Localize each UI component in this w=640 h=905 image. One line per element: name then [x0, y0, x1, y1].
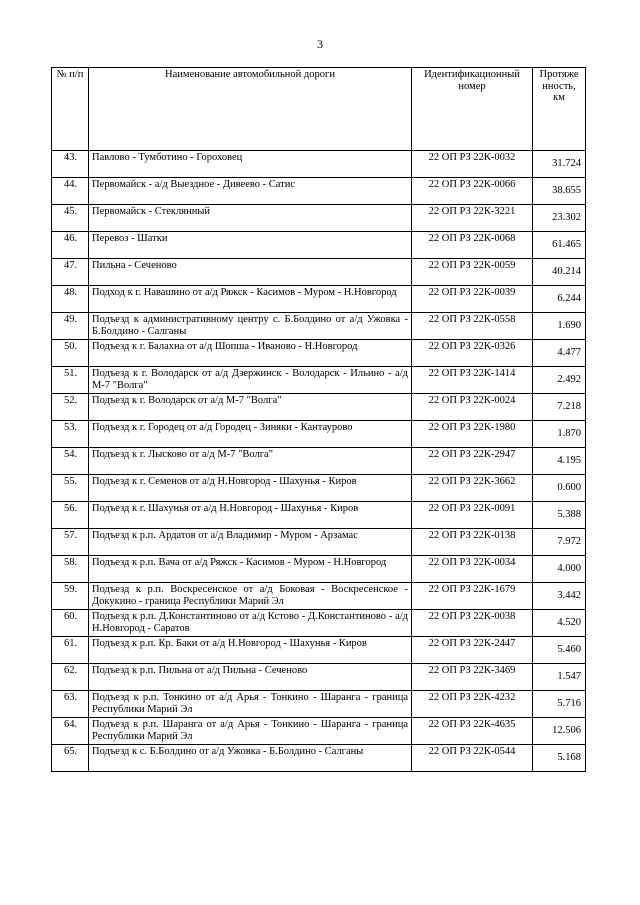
table-row	[52, 664, 586, 691]
row-number: 61.	[52, 637, 89, 664]
table-row	[52, 583, 586, 610]
header-name: Наименование автомобильной дороги	[89, 68, 412, 151]
road-length: 23.302	[533, 205, 586, 232]
road-length: 3.442	[533, 583, 586, 610]
road-name: Пильна - Сеченово	[89, 259, 412, 286]
header-ident: Идентификационный номер	[412, 68, 533, 151]
road-ident: 22 ОП РЗ 22К-3662	[412, 475, 533, 502]
row-number: 46.	[52, 232, 89, 259]
road-length: 38.655	[533, 178, 586, 205]
header-length: Протяже нность, км	[533, 68, 586, 151]
road-name: Подъезд к с. Б.Болдино от а/д Ужовка - Б.Болдино - Салганы	[89, 745, 412, 772]
table-row	[52, 421, 586, 448]
road-length: 4.520	[533, 610, 586, 637]
row-number: 57.	[52, 529, 89, 556]
road-ident: 22 ОП РЗ 22К-0558	[412, 313, 533, 340]
road-length: 2.492	[533, 367, 586, 394]
table-row	[52, 556, 586, 583]
row-number: 49.	[52, 313, 89, 340]
road-name: Подъезд к г. Городец от а/д Городец - Зиняки - Кантаурово	[89, 421, 412, 448]
road-length: 5.168	[533, 745, 586, 772]
row-number: 62.	[52, 664, 89, 691]
road-name: Подъезд к административному центру с. Б.Болдино от а/д Ужовка - Б.Болдино - Салганы	[89, 313, 412, 340]
road-name: Первомайск - а/д Выездное - Дивеево - Сатис	[89, 178, 412, 205]
road-ident: 22 ОП РЗ 22К-0059	[412, 259, 533, 286]
road-name: Подъезд к р.п. Д.Константиново от а/д Кстово - Д.Константиново - а/д Н.Новгород - Саратов	[89, 610, 412, 637]
road-ident: 22 ОП РЗ 22К-0091	[412, 502, 533, 529]
road-name: Павлово - Тумботино - Гороховец	[89, 151, 412, 178]
table-row	[52, 475, 586, 502]
road-length: 4.000	[533, 556, 586, 583]
road-name: Подъезд к р.п. Шаранга от а/д Арья - Тонкино - Шаранга - граница Республики Марий Эл	[89, 718, 412, 745]
table-row	[52, 502, 586, 529]
road-ident: 22 ОП РЗ 22К-0544	[412, 745, 533, 772]
table-row	[52, 529, 586, 556]
road-length: 7.218	[533, 394, 586, 421]
road-name: Подъезд к г. Лысково от а/д М-7 "Волга"	[89, 448, 412, 475]
road-name: Подъезд к г. Володарск от а/д Дзержинск - Володарск - Ильино - а/д М-7 "Волга"	[89, 367, 412, 394]
row-number: 47.	[52, 259, 89, 286]
road-length: 12.506	[533, 718, 586, 745]
road-length: 31.724	[533, 151, 586, 178]
row-number: 50.	[52, 340, 89, 367]
road-name: Подъезд к р.п. Пильна от а/д Пильна - Сеченово	[89, 664, 412, 691]
row-number: 58.	[52, 556, 89, 583]
road-ident: 22 ОП РЗ 22К-0039	[412, 286, 533, 313]
table-row	[52, 313, 586, 340]
road-ident: 22 ОП РЗ 22К-2447	[412, 637, 533, 664]
road-length: 1.547	[533, 664, 586, 691]
road-ident: 22 ОП РЗ 22К-0024	[412, 394, 533, 421]
row-number: 60.	[52, 610, 89, 637]
table-row	[52, 610, 586, 637]
table-row	[52, 448, 586, 475]
header-num: № п/п	[52, 68, 89, 151]
road-length: 5.716	[533, 691, 586, 718]
road-length: 40.214	[533, 259, 586, 286]
row-number: 45.	[52, 205, 89, 232]
road-length: 4.477	[533, 340, 586, 367]
road-length: 5.388	[533, 502, 586, 529]
table-row	[52, 205, 586, 232]
road-name: Подъезд к р.п. Воскресенское от а/д Боковая - Воскресенское - Докукино - граница Республики Марий Эл	[89, 583, 412, 610]
road-name: Подъезд к р.п. Вача от а/д Ряжск - Касимов - Муром - Н.Новгород	[89, 556, 412, 583]
table-row	[52, 178, 586, 205]
row-number: 44.	[52, 178, 89, 205]
road-ident: 22 ОП РЗ 22К-1414	[412, 367, 533, 394]
road-name: Первомайск - Стеклянный	[89, 205, 412, 232]
road-ident: 22 ОП РЗ 22К-3469	[412, 664, 533, 691]
row-number: 48.	[52, 286, 89, 313]
table-row	[52, 340, 586, 367]
table-row	[52, 151, 586, 178]
table-row	[52, 394, 586, 421]
road-name: Перевоз - Шатки	[89, 232, 412, 259]
road-length: 6.244	[533, 286, 586, 313]
table-row	[52, 232, 586, 259]
road-name: Подход к г. Навашино от а/д Ряжск - Касимов - Муром - Н.Новгород	[89, 286, 412, 313]
road-ident: 22 ОП РЗ 22К-0138	[412, 529, 533, 556]
road-length: 1.870	[533, 421, 586, 448]
row-number: 65.	[52, 745, 89, 772]
road-ident: 22 ОП РЗ 22К-4232	[412, 691, 533, 718]
road-name: Подъезд к г. Володарск от а/д М-7 "Волга"	[89, 394, 412, 421]
road-length: 5.460	[533, 637, 586, 664]
table-row	[52, 286, 586, 313]
road-length: 4.195	[533, 448, 586, 475]
row-number: 63.	[52, 691, 89, 718]
road-ident: 22 ОП РЗ 22К-1980	[412, 421, 533, 448]
table-row	[52, 367, 586, 394]
row-number: 59.	[52, 583, 89, 610]
page-number: 3	[317, 37, 323, 51]
road-length: 7.972	[533, 529, 586, 556]
row-number: 56.	[52, 502, 89, 529]
road-name: Подъезд к р.п. Ардатов от а/д Владимир - Муром - Арзамас	[89, 529, 412, 556]
row-number: 51.	[52, 367, 89, 394]
roads-table	[51, 67, 586, 772]
row-number: 54.	[52, 448, 89, 475]
road-name: Подъезд к р.п. Кр. Баки от а/д Н.Новгород - Шахунья - Киров	[89, 637, 412, 664]
row-number: 52.	[52, 394, 89, 421]
road-ident: 22 ОП РЗ 22К-0068	[412, 232, 533, 259]
road-name: Подъезд к г. Балахна от а/д Шопша - Иваново - Н.Новгород	[89, 340, 412, 367]
road-ident: 22 ОП РЗ 22К-0326	[412, 340, 533, 367]
table-row	[52, 718, 586, 745]
row-number: 53.	[52, 421, 89, 448]
table-row	[52, 637, 586, 664]
road-length: 61.465	[533, 232, 586, 259]
row-number: 55.	[52, 475, 89, 502]
road-name: Подъезд к р.п. Тонкино от а/д Арья - Тонкино - Шаранга - граница Республики Марий Эл	[89, 691, 412, 718]
table-row	[52, 691, 586, 718]
road-ident: 22 ОП РЗ 22К-0034	[412, 556, 533, 583]
road-ident: 22 ОП РЗ 22К-3221	[412, 205, 533, 232]
road-ident: 22 ОП РЗ 22К-4635	[412, 718, 533, 745]
table-row	[52, 259, 586, 286]
road-length: 0.600	[533, 475, 586, 502]
road-ident: 22 ОП РЗ 22К-0038	[412, 610, 533, 637]
table-header-row	[52, 68, 586, 151]
row-number: 43.	[52, 151, 89, 178]
road-ident: 22 ОП РЗ 22К-0032	[412, 151, 533, 178]
road-ident: 22 ОП РЗ 22К-2947	[412, 448, 533, 475]
row-number: 64.	[52, 718, 89, 745]
road-ident: 22 ОП РЗ 22К-1679	[412, 583, 533, 610]
table-row	[52, 745, 586, 772]
road-ident: 22 ОП РЗ 22К-0066	[412, 178, 533, 205]
road-name: Подъезд к г. Шахунья от а/д Н.Новгород - Шахунья - Киров	[89, 502, 412, 529]
road-length: 1.690	[533, 313, 586, 340]
road-name: Подъезд к г. Семенов от а/д Н.Новгород - Шахунья - Киров	[89, 475, 412, 502]
